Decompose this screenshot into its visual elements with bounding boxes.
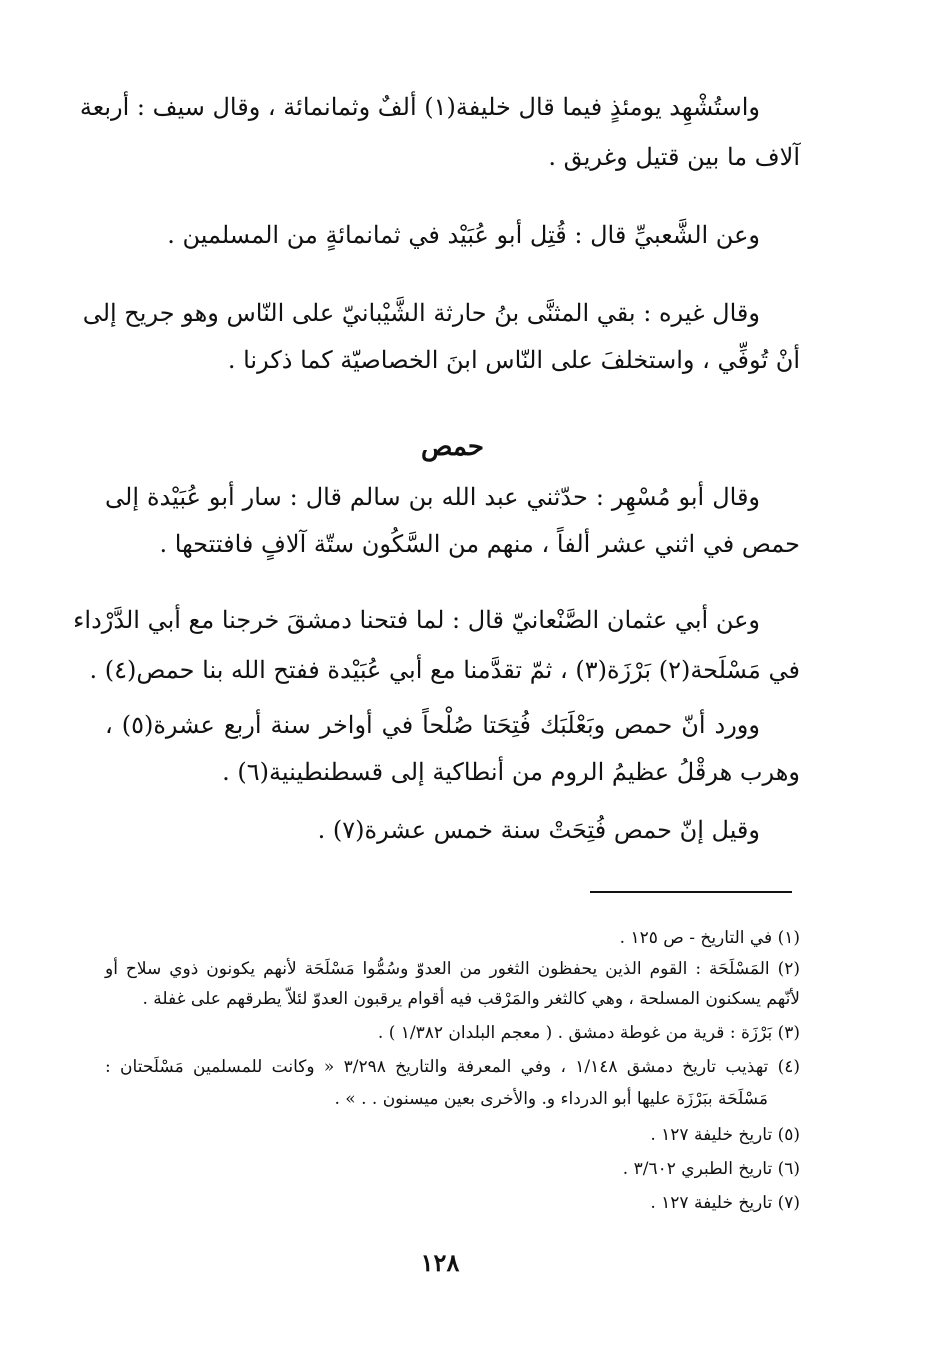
text-line: وورد أنّ حمص وبَعْلَبَك فُتِحَتا صُلْحاً في أواخر سنة أربع عشرة(٥) ،: [105, 711, 760, 739]
footnote: (٧) تاريخ خليفة ١٢٧ .: [650, 1193, 800, 1213]
text-line: واستُشْهِد يومئذٍ فيما قال خليفة(١) ألفٌ وثمانمائة ، وقال سيف : أربعة: [79, 93, 760, 121]
text-line: حمص في اثني عشر ألفاً ، منهم من السَّكُون ستّة آلافٍ فافتتحها .: [159, 530, 800, 558]
footnote: (٣) بَرْزَة : قرية من غوطة دمشق . ( معجم البلدان ١/٣٨٢ ) .: [377, 1023, 800, 1043]
text-line: وعن الشَّعبيِّ قال : قُتِل أبو عُبَيْد في ثمانمائةٍ من المسلمين .: [167, 221, 760, 249]
footnote-continuation: لأنّهم يسكنون المسلحة ، وهي كالثغر والمَرْقب فيه أقوام يرقبون العدوّ لئلاّ يطرقهم على غفلة .: [142, 989, 800, 1009]
text-line: آلاف ما بين قتيل وغريق .: [548, 143, 800, 171]
footnote: (٢) المَسْلَحَة : القوم الذين يحفظون الثغور من العدوّ وسُمُّوا مَسْلَحَة لأنهم يكونون ذوي سلاح أو: [105, 959, 800, 979]
footnote: (٤) تهذيب تاريخ دمشق ١/١٤٨ ، وفي المعرفة والتاريخ ٣/٢٩٨ « وكانت للمسلمين مَسْلَحتان :: [105, 1057, 800, 1077]
text-line: وقال أبو مُسْهِر : حدّثني عبد الله بن سالم قال : سار أبو عُبَيْدة إلى: [105, 483, 760, 511]
footnote: (٦) تاريخ الطبري ٣/٦٠٢ .: [622, 1159, 800, 1179]
footnote-continuation: مَسْلَحَة ببَرْزَة عليها أبو الدرداء و. والأخرى بعين ميسنون . . » .: [334, 1089, 768, 1109]
footnote: (٥) تاريخ خليفة ١٢٧ .: [650, 1125, 800, 1145]
text-line: في مَسْلَحة(٢) بَرْزَة(٣) ، ثمّ تقدَّمنا مع أبي عُبَيْدة ففتح الله بنا حمص(٤) .: [89, 656, 800, 684]
footnote: (١) في التاريخ - ص ١٢٥ .: [619, 928, 800, 948]
text-line: وقيل إنّ حمص فُتِحَتْ سنة خمس عشرة(٧) .: [317, 816, 760, 844]
text-line: أنْ تُوفِّي ، واستخلفَ على النّاس ابنَ الخصاصيّة كما ذكرنا .: [227, 346, 800, 374]
footnote-separator: [590, 891, 792, 893]
page-number: ١٢٨: [420, 1248, 460, 1277]
text-line: وهرب هرقْلُ عظيمُ الروم من أنطاكية إلى قسطنطينية(٦) .: [222, 758, 800, 786]
text-line: وقال غيره : بقي المثنَّى بنُ حارثة الشَّيْبانيّ على النّاس وهو جريح إلى: [82, 299, 760, 327]
section-title: حمص: [421, 432, 484, 462]
text-line: وعن أبي عثمان الصَّنْعانيّ قال : لما فتحنا دمشقَ خرجنا مع أبي الدَّرْداء: [73, 606, 760, 634]
